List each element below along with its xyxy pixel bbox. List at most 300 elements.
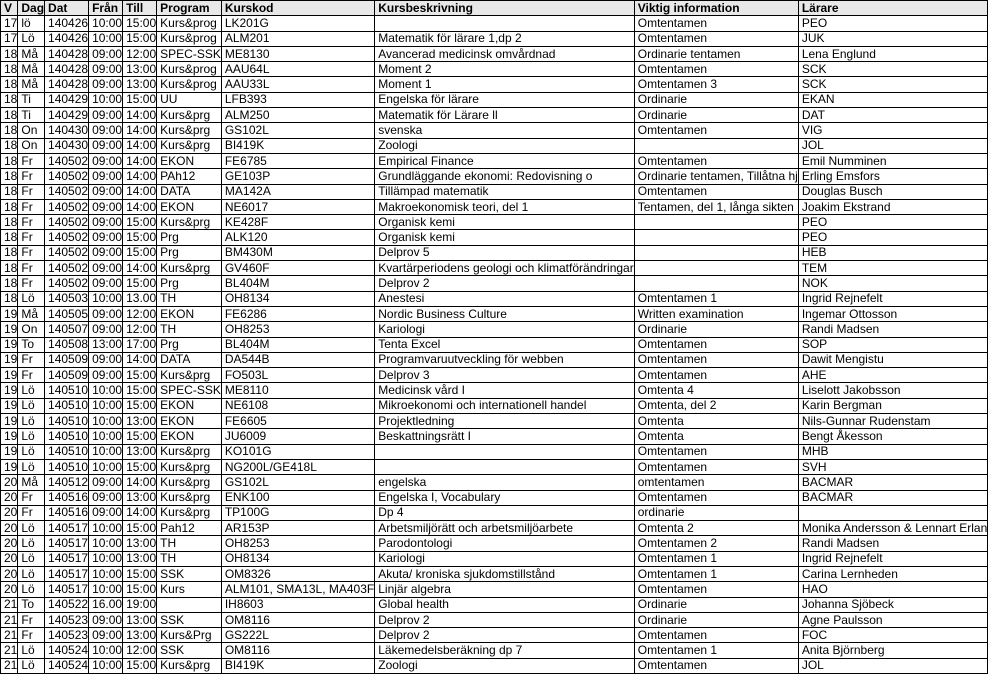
course-description-cell[interactable]: svenska [375, 123, 634, 138]
program-cell[interactable]: DATA [157, 184, 222, 199]
course-description-cell[interactable]: Tillämpad matematik [375, 184, 634, 199]
program-cell[interactable] [157, 597, 222, 612]
week-cell[interactable]: 18 [1, 108, 18, 123]
week-cell[interactable]: 19 [1, 322, 18, 337]
week-cell[interactable]: 18 [1, 199, 18, 214]
course-description-cell[interactable]: Delprov 5 [375, 245, 634, 260]
week-cell[interactable]: 19 [1, 306, 18, 321]
from-cell[interactable]: 10:00 [89, 291, 123, 306]
teacher-cell[interactable]: NOK [798, 276, 987, 291]
teacher-cell[interactable]: Nils-Gunnar Rudenstam [798, 414, 987, 429]
from-cell[interactable]: 09:00 [89, 77, 123, 92]
important-info-cell[interactable]: Omtentamen [634, 337, 798, 352]
date-cell[interactable]: 140507 [45, 322, 89, 337]
date-cell[interactable]: 140510 [45, 429, 89, 444]
week-cell[interactable]: 18 [1, 92, 18, 107]
week-cell[interactable]: 19 [1, 368, 18, 383]
to-cell[interactable]: 13:00 [123, 490, 157, 505]
week-cell[interactable]: 19 [1, 398, 18, 413]
date-cell[interactable]: 140517 [45, 551, 89, 566]
day-cell[interactable]: Lö [18, 444, 45, 459]
to-cell[interactable]: 13:00 [123, 536, 157, 551]
teacher-cell[interactable]: Agne Paulsson [798, 612, 987, 627]
from-cell[interactable]: 16.00 [89, 597, 123, 612]
important-info-cell[interactable]: Omtenta [634, 429, 798, 444]
from-cell[interactable]: 10:00 [89, 16, 123, 31]
date-cell[interactable]: 140430 [45, 123, 89, 138]
important-info-cell[interactable]: omtentamen [634, 475, 798, 490]
from-cell[interactable]: 09:00 [89, 123, 123, 138]
course-description-cell[interactable]: Delprov 2 [375, 612, 634, 627]
program-cell[interactable]: EKON [157, 429, 222, 444]
course-description-cell[interactable]: Moment 1 [375, 77, 634, 92]
course-code-cell[interactable]: BL404M [221, 337, 374, 352]
program-cell[interactable]: TH [157, 322, 222, 337]
to-cell[interactable]: 12:00 [123, 322, 157, 337]
date-cell[interactable]: 140510 [45, 398, 89, 413]
to-cell[interactable]: 15:00 [123, 31, 157, 46]
header-week[interactable]: V [1, 1, 18, 16]
date-cell[interactable]: 140429 [45, 92, 89, 107]
date-cell[interactable]: 140510 [45, 414, 89, 429]
important-info-cell[interactable]: Ordinarie [634, 322, 798, 337]
to-cell[interactable]: 14:00 [123, 153, 157, 168]
day-cell[interactable]: Fr [18, 261, 45, 276]
teacher-cell[interactable]: Randi Madsen [798, 536, 987, 551]
day-cell[interactable]: Lö [18, 291, 45, 306]
teacher-cell[interactable]: Dawit Mengistu [798, 352, 987, 367]
from-cell[interactable]: 09:00 [89, 46, 123, 61]
header-important-info[interactable]: Viktig information [634, 1, 798, 16]
course-description-cell[interactable]: Mikroekonomi och internationell handel [375, 398, 634, 413]
day-cell[interactable]: Fr [18, 276, 45, 291]
course-description-cell[interactable]: Delprov 2 [375, 628, 634, 643]
week-cell[interactable]: 18 [1, 215, 18, 230]
program-cell[interactable]: Kurs&prog [157, 16, 222, 31]
week-cell[interactable]: 20 [1, 551, 18, 566]
from-cell[interactable]: 10:00 [89, 566, 123, 581]
day-cell[interactable]: To [18, 597, 45, 612]
to-cell[interactable]: 15:00 [123, 566, 157, 581]
course-description-cell[interactable]: Läkemedelsberäkning dp 7 [375, 643, 634, 658]
course-code-cell[interactable]: AR153P [221, 521, 374, 536]
important-info-cell[interactable]: Omtentamen [634, 31, 798, 46]
teacher-cell[interactable]: Ingrid Rejnefelt [798, 291, 987, 306]
teacher-cell[interactable] [798, 505, 987, 520]
week-cell[interactable]: 18 [1, 46, 18, 61]
important-info-cell[interactable]: Omtentamen [634, 490, 798, 505]
course-description-cell[interactable]: Beskattningsrätt I [375, 429, 634, 444]
important-info-cell[interactable] [634, 245, 798, 260]
from-cell[interactable]: 10:00 [89, 398, 123, 413]
course-description-cell[interactable]: Zoologi [375, 138, 634, 153]
course-description-cell[interactable]: Projektledning [375, 414, 634, 429]
to-cell[interactable]: 13:00 [123, 628, 157, 643]
course-description-cell[interactable] [375, 16, 634, 31]
program-cell[interactable]: Prg [157, 230, 222, 245]
date-cell[interactable]: 140508 [45, 337, 89, 352]
program-cell[interactable]: Kurs&prg [157, 505, 222, 520]
from-cell[interactable]: 09:00 [89, 215, 123, 230]
course-code-cell[interactable]: FE6605 [221, 414, 374, 429]
program-cell[interactable]: Kurs&prg [157, 108, 222, 123]
week-cell[interactable]: 19 [1, 337, 18, 352]
important-info-cell[interactable]: Omtentamen [634, 184, 798, 199]
week-cell[interactable]: 18 [1, 184, 18, 199]
important-info-cell[interactable]: Omtenta, del 2 [634, 398, 798, 413]
date-cell[interactable]: 140502 [45, 153, 89, 168]
course-description-cell[interactable]: Organisk kemi [375, 230, 634, 245]
course-code-cell[interactable]: GS102L [221, 475, 374, 490]
from-cell[interactable]: 09:00 [89, 276, 123, 291]
to-cell[interactable]: 13:00 [123, 551, 157, 566]
program-cell[interactable]: SSK [157, 643, 222, 658]
date-cell[interactable]: 140523 [45, 612, 89, 627]
to-cell[interactable]: 17:00 [123, 337, 157, 352]
teacher-cell[interactable]: DAT [798, 108, 987, 123]
course-description-cell[interactable]: Zoologi [375, 658, 634, 673]
day-cell[interactable]: Fr [18, 245, 45, 260]
from-cell[interactable]: 10:00 [89, 551, 123, 566]
from-cell[interactable]: 09:00 [89, 138, 123, 153]
course-code-cell[interactable]: FE6785 [221, 153, 374, 168]
program-cell[interactable]: SPEC-SSK [157, 46, 222, 61]
date-cell[interactable]: 140502 [45, 261, 89, 276]
date-cell[interactable]: 140428 [45, 46, 89, 61]
day-cell[interactable]: Fr [18, 215, 45, 230]
day-cell[interactable]: On [18, 322, 45, 337]
week-cell[interactable]: 20 [1, 566, 18, 581]
date-cell[interactable]: 140503 [45, 291, 89, 306]
to-cell[interactable]: 15:00 [123, 276, 157, 291]
course-code-cell[interactable]: AAU33L [221, 77, 374, 92]
date-cell[interactable]: 140517 [45, 536, 89, 551]
program-cell[interactable]: EKON [157, 199, 222, 214]
course-code-cell[interactable]: TP100G [221, 505, 374, 520]
day-cell[interactable]: Fr [18, 230, 45, 245]
program-cell[interactable]: DATA [157, 352, 222, 367]
week-cell[interactable]: 19 [1, 444, 18, 459]
date-cell[interactable]: 140428 [45, 62, 89, 77]
from-cell[interactable]: 10:00 [89, 643, 123, 658]
day-cell[interactable]: Ti [18, 92, 45, 107]
header-day[interactable]: Dag [18, 1, 45, 16]
to-cell[interactable]: 15:00 [123, 16, 157, 31]
program-cell[interactable]: EKON [157, 414, 222, 429]
header-from[interactable]: Från [89, 1, 123, 16]
week-cell[interactable]: 19 [1, 352, 18, 367]
day-cell[interactable]: lö [18, 16, 45, 31]
to-cell[interactable]: 15:00 [123, 215, 157, 230]
important-info-cell[interactable]: Omtentamen 1 [634, 551, 798, 566]
course-description-cell[interactable]: Delprov 2 [375, 276, 634, 291]
date-cell[interactable]: 140524 [45, 643, 89, 658]
important-info-cell[interactable] [634, 138, 798, 153]
date-cell[interactable]: 140510 [45, 444, 89, 459]
course-description-cell[interactable]: Empirical Finance [375, 153, 634, 168]
course-code-cell[interactable]: ALM250 [221, 108, 374, 123]
important-info-cell[interactable]: Omtentamen 1 [634, 566, 798, 581]
teacher-cell[interactable]: SOP [798, 337, 987, 352]
program-cell[interactable]: Kurs&prg [157, 138, 222, 153]
to-cell[interactable]: 13:00 [123, 414, 157, 429]
teacher-cell[interactable]: SCK [798, 62, 987, 77]
day-cell[interactable]: Lö [18, 398, 45, 413]
date-cell[interactable]: 140517 [45, 566, 89, 581]
teacher-cell[interactable]: Karin Bergman [798, 398, 987, 413]
program-cell[interactable]: Prg [157, 337, 222, 352]
program-cell[interactable]: SPEC-SSK [157, 383, 222, 398]
teacher-cell[interactable]: Ingrid Rejnefelt [798, 551, 987, 566]
program-cell[interactable]: SSK [157, 612, 222, 627]
course-description-cell[interactable]: Programvaruutveckling för webben [375, 352, 634, 367]
program-cell[interactable]: EKON [157, 398, 222, 413]
to-cell[interactable]: 15:00 [123, 368, 157, 383]
program-cell[interactable]: Kurs&prg [157, 459, 222, 474]
teacher-cell[interactable]: Johanna Sjöbeck [798, 597, 987, 612]
from-cell[interactable]: 09:00 [89, 475, 123, 490]
from-cell[interactable]: 09:00 [89, 505, 123, 520]
week-cell[interactable]: 18 [1, 123, 18, 138]
week-cell[interactable]: 18 [1, 153, 18, 168]
course-description-cell[interactable]: Tenta Excel [375, 337, 634, 352]
course-description-cell[interactable]: Global health [375, 597, 634, 612]
course-code-cell[interactable]: BL404M [221, 276, 374, 291]
date-cell[interactable]: 140430 [45, 138, 89, 153]
date-cell[interactable]: 140502 [45, 199, 89, 214]
program-cell[interactable]: Pah12 [157, 521, 222, 536]
week-cell[interactable]: 21 [1, 612, 18, 627]
course-code-cell[interactable]: OM8116 [221, 612, 374, 627]
to-cell[interactable]: 15:00 [123, 658, 157, 673]
header-program[interactable]: Program [157, 1, 222, 16]
day-cell[interactable]: Ti [18, 108, 45, 123]
course-description-cell[interactable]: Dp 4 [375, 505, 634, 520]
week-cell[interactable]: 18 [1, 230, 18, 245]
day-cell[interactable]: Fr [18, 368, 45, 383]
course-code-cell[interactable]: DA544B [221, 352, 374, 367]
day-cell[interactable]: Fr [18, 153, 45, 168]
teacher-cell[interactable]: MHB [798, 444, 987, 459]
course-code-cell[interactable]: IH8603 [221, 597, 374, 612]
teacher-cell[interactable]: EKAN [798, 92, 987, 107]
course-code-cell[interactable]: GE103P [221, 169, 374, 184]
program-cell[interactable]: EKON [157, 153, 222, 168]
important-info-cell[interactable]: Omtenta 2 [634, 521, 798, 536]
date-cell[interactable]: 140517 [45, 582, 89, 597]
from-cell[interactable]: 10:00 [89, 521, 123, 536]
header-teacher[interactable]: Lärare [798, 1, 987, 16]
course-description-cell[interactable]: Kvartärperiodens geologi och klimatförändringar [375, 261, 634, 276]
day-cell[interactable]: Fr [18, 490, 45, 505]
from-cell[interactable]: 09:00 [89, 184, 123, 199]
program-cell[interactable]: Kurs&prg [157, 368, 222, 383]
teacher-cell[interactable]: PEO [798, 215, 987, 230]
important-info-cell[interactable]: Omtentamen [634, 459, 798, 474]
teacher-cell[interactable]: BACMAR [798, 490, 987, 505]
course-code-cell[interactable]: ALM101, SMA13L, MA403F [221, 582, 374, 597]
week-cell[interactable]: 17 [1, 31, 18, 46]
course-code-cell[interactable]: BM430M [221, 245, 374, 260]
week-cell[interactable]: 19 [1, 414, 18, 429]
course-description-cell[interactable]: Moment 2 [375, 62, 634, 77]
course-code-cell[interactable]: BI419K [221, 138, 374, 153]
day-cell[interactable]: Fr [18, 199, 45, 214]
teacher-cell[interactable]: Joakim Ekstrand [798, 199, 987, 214]
program-cell[interactable]: Prg [157, 245, 222, 260]
week-cell[interactable]: 20 [1, 475, 18, 490]
to-cell[interactable]: 13.00 [123, 291, 157, 306]
teacher-cell[interactable]: BACMAR [798, 475, 987, 490]
week-cell[interactable]: 21 [1, 643, 18, 658]
course-description-cell[interactable]: Engelska I, Vocabulary [375, 490, 634, 505]
important-info-cell[interactable]: Omtentamen [634, 658, 798, 673]
date-cell[interactable]: 140502 [45, 245, 89, 260]
to-cell[interactable]: 14:00 [123, 123, 157, 138]
from-cell[interactable]: 09:00 [89, 490, 123, 505]
program-cell[interactable]: Kurs&Prg [157, 628, 222, 643]
week-cell[interactable]: 18 [1, 62, 18, 77]
teacher-cell[interactable]: Liselott Jakobsson [798, 383, 987, 398]
from-cell[interactable]: 09:00 [89, 628, 123, 643]
course-code-cell[interactable]: NE6108 [221, 398, 374, 413]
from-cell[interactable]: 10:00 [89, 414, 123, 429]
important-info-cell[interactable]: Omtentamen [634, 16, 798, 31]
course-description-cell[interactable]: Kariologi [375, 551, 634, 566]
header-date[interactable]: Dat [45, 1, 89, 16]
from-cell[interactable]: 09:00 [89, 612, 123, 627]
teacher-cell[interactable]: JOL [798, 138, 987, 153]
to-cell[interactable]: 14:00 [123, 505, 157, 520]
day-cell[interactable]: Lö [18, 383, 45, 398]
important-info-cell[interactable]: Omtentamen [634, 368, 798, 383]
day-cell[interactable]: Må [18, 306, 45, 321]
important-info-cell[interactable]: Ordinarie [634, 92, 798, 107]
program-cell[interactable]: TH [157, 536, 222, 551]
course-description-cell[interactable]: Parodontologi [375, 536, 634, 551]
program-cell[interactable]: Kurs&prg [157, 215, 222, 230]
important-info-cell[interactable]: Omtentamen 1 [634, 291, 798, 306]
week-cell[interactable]: 18 [1, 245, 18, 260]
to-cell[interactable]: 15:00 [123, 383, 157, 398]
program-cell[interactable]: Prg [157, 276, 222, 291]
teacher-cell[interactable]: HEB [798, 245, 987, 260]
course-code-cell[interactable]: ME8130 [221, 46, 374, 61]
day-cell[interactable]: Lö [18, 551, 45, 566]
course-code-cell[interactable]: OH8253 [221, 536, 374, 551]
teacher-cell[interactable]: Randi Madsen [798, 322, 987, 337]
header-to[interactable]: Till [123, 1, 157, 16]
day-cell[interactable]: Må [18, 62, 45, 77]
week-cell[interactable]: 17 [1, 16, 18, 31]
teacher-cell[interactable]: Anita Björnberg [798, 643, 987, 658]
from-cell[interactable]: 09:00 [89, 108, 123, 123]
date-cell[interactable]: 140426 [45, 31, 89, 46]
course-code-cell[interactable]: NG200L/GE418L [221, 459, 374, 474]
day-cell[interactable]: To [18, 337, 45, 352]
week-cell[interactable]: 19 [1, 459, 18, 474]
day-cell[interactable]: Må [18, 475, 45, 490]
program-cell[interactable]: TH [157, 291, 222, 306]
course-code-cell[interactable]: ALK120 [221, 230, 374, 245]
week-cell[interactable]: 18 [1, 169, 18, 184]
important-info-cell[interactable]: Omtentamen [634, 153, 798, 168]
course-description-cell[interactable]: Makroekonomisk teori, del 1 [375, 199, 634, 214]
week-cell[interactable]: 18 [1, 138, 18, 153]
week-cell[interactable]: 18 [1, 291, 18, 306]
from-cell[interactable]: 10:00 [89, 92, 123, 107]
to-cell[interactable]: 12:00 [123, 643, 157, 658]
program-cell[interactable]: Kurs [157, 582, 222, 597]
course-code-cell[interactable]: MA142A [221, 184, 374, 199]
date-cell[interactable]: 140523 [45, 628, 89, 643]
from-cell[interactable]: 10:00 [89, 536, 123, 551]
day-cell[interactable]: Fr [18, 505, 45, 520]
teacher-cell[interactable]: AHE [798, 368, 987, 383]
important-info-cell[interactable]: Written examination [634, 306, 798, 321]
week-cell[interactable]: 19 [1, 429, 18, 444]
important-info-cell[interactable]: ordinarie [634, 505, 798, 520]
course-description-cell[interactable]: Anestesi [375, 291, 634, 306]
course-code-cell[interactable]: ME8110 [221, 383, 374, 398]
date-cell[interactable]: 140502 [45, 230, 89, 245]
from-cell[interactable]: 10:00 [89, 383, 123, 398]
course-description-cell[interactable]: engelska [375, 475, 634, 490]
from-cell[interactable]: 09:00 [89, 230, 123, 245]
important-info-cell[interactable]: Ordinarie [634, 108, 798, 123]
course-code-cell[interactable]: FE6286 [221, 306, 374, 321]
program-cell[interactable]: UU [157, 92, 222, 107]
from-cell[interactable]: 09:00 [89, 352, 123, 367]
course-description-cell[interactable]: Organisk kemi [375, 215, 634, 230]
to-cell[interactable]: 13:00 [123, 77, 157, 92]
day-cell[interactable]: Fr [18, 169, 45, 184]
day-cell[interactable]: Lö [18, 658, 45, 673]
from-cell[interactable]: 10:00 [89, 444, 123, 459]
important-info-cell[interactable]: Omtentamen [634, 123, 798, 138]
day-cell[interactable]: Må [18, 77, 45, 92]
important-info-cell[interactable] [634, 230, 798, 245]
course-code-cell[interactable]: OH8134 [221, 551, 374, 566]
date-cell[interactable]: 140512 [45, 475, 89, 490]
course-code-cell[interactable]: OM8116 [221, 643, 374, 658]
date-cell[interactable]: 140509 [45, 368, 89, 383]
day-cell[interactable]: Lö [18, 414, 45, 429]
teacher-cell[interactable]: Ingemar Ottosson [798, 306, 987, 321]
teacher-cell[interactable]: Monika Andersson & Lennart Erlan [798, 521, 987, 536]
program-cell[interactable]: PAh12 [157, 169, 222, 184]
to-cell[interactable]: 14:00 [123, 184, 157, 199]
day-cell[interactable]: Lö [18, 429, 45, 444]
date-cell[interactable]: 140502 [45, 169, 89, 184]
day-cell[interactable]: Fr [18, 628, 45, 643]
course-description-cell[interactable]: Medicinsk vård I [375, 383, 634, 398]
week-cell[interactable]: 18 [1, 276, 18, 291]
course-code-cell[interactable]: OM8326 [221, 566, 374, 581]
important-info-cell[interactable]: Omtentamen [634, 582, 798, 597]
course-description-cell[interactable]: Arbetsmiljörätt och arbetsmiljöarbete [375, 521, 634, 536]
from-cell[interactable]: 09:00 [89, 368, 123, 383]
week-cell[interactable]: 20 [1, 536, 18, 551]
from-cell[interactable]: 09:00 [89, 261, 123, 276]
course-code-cell[interactable]: KE428F [221, 215, 374, 230]
teacher-cell[interactable]: Emil Numminen [798, 153, 987, 168]
course-code-cell[interactable]: FO503L [221, 368, 374, 383]
course-code-cell[interactable]: OH8253 [221, 322, 374, 337]
teacher-cell[interactable]: PEO [798, 16, 987, 31]
date-cell[interactable]: 140516 [45, 490, 89, 505]
important-info-cell[interactable]: Omtentamen 1 [634, 643, 798, 658]
